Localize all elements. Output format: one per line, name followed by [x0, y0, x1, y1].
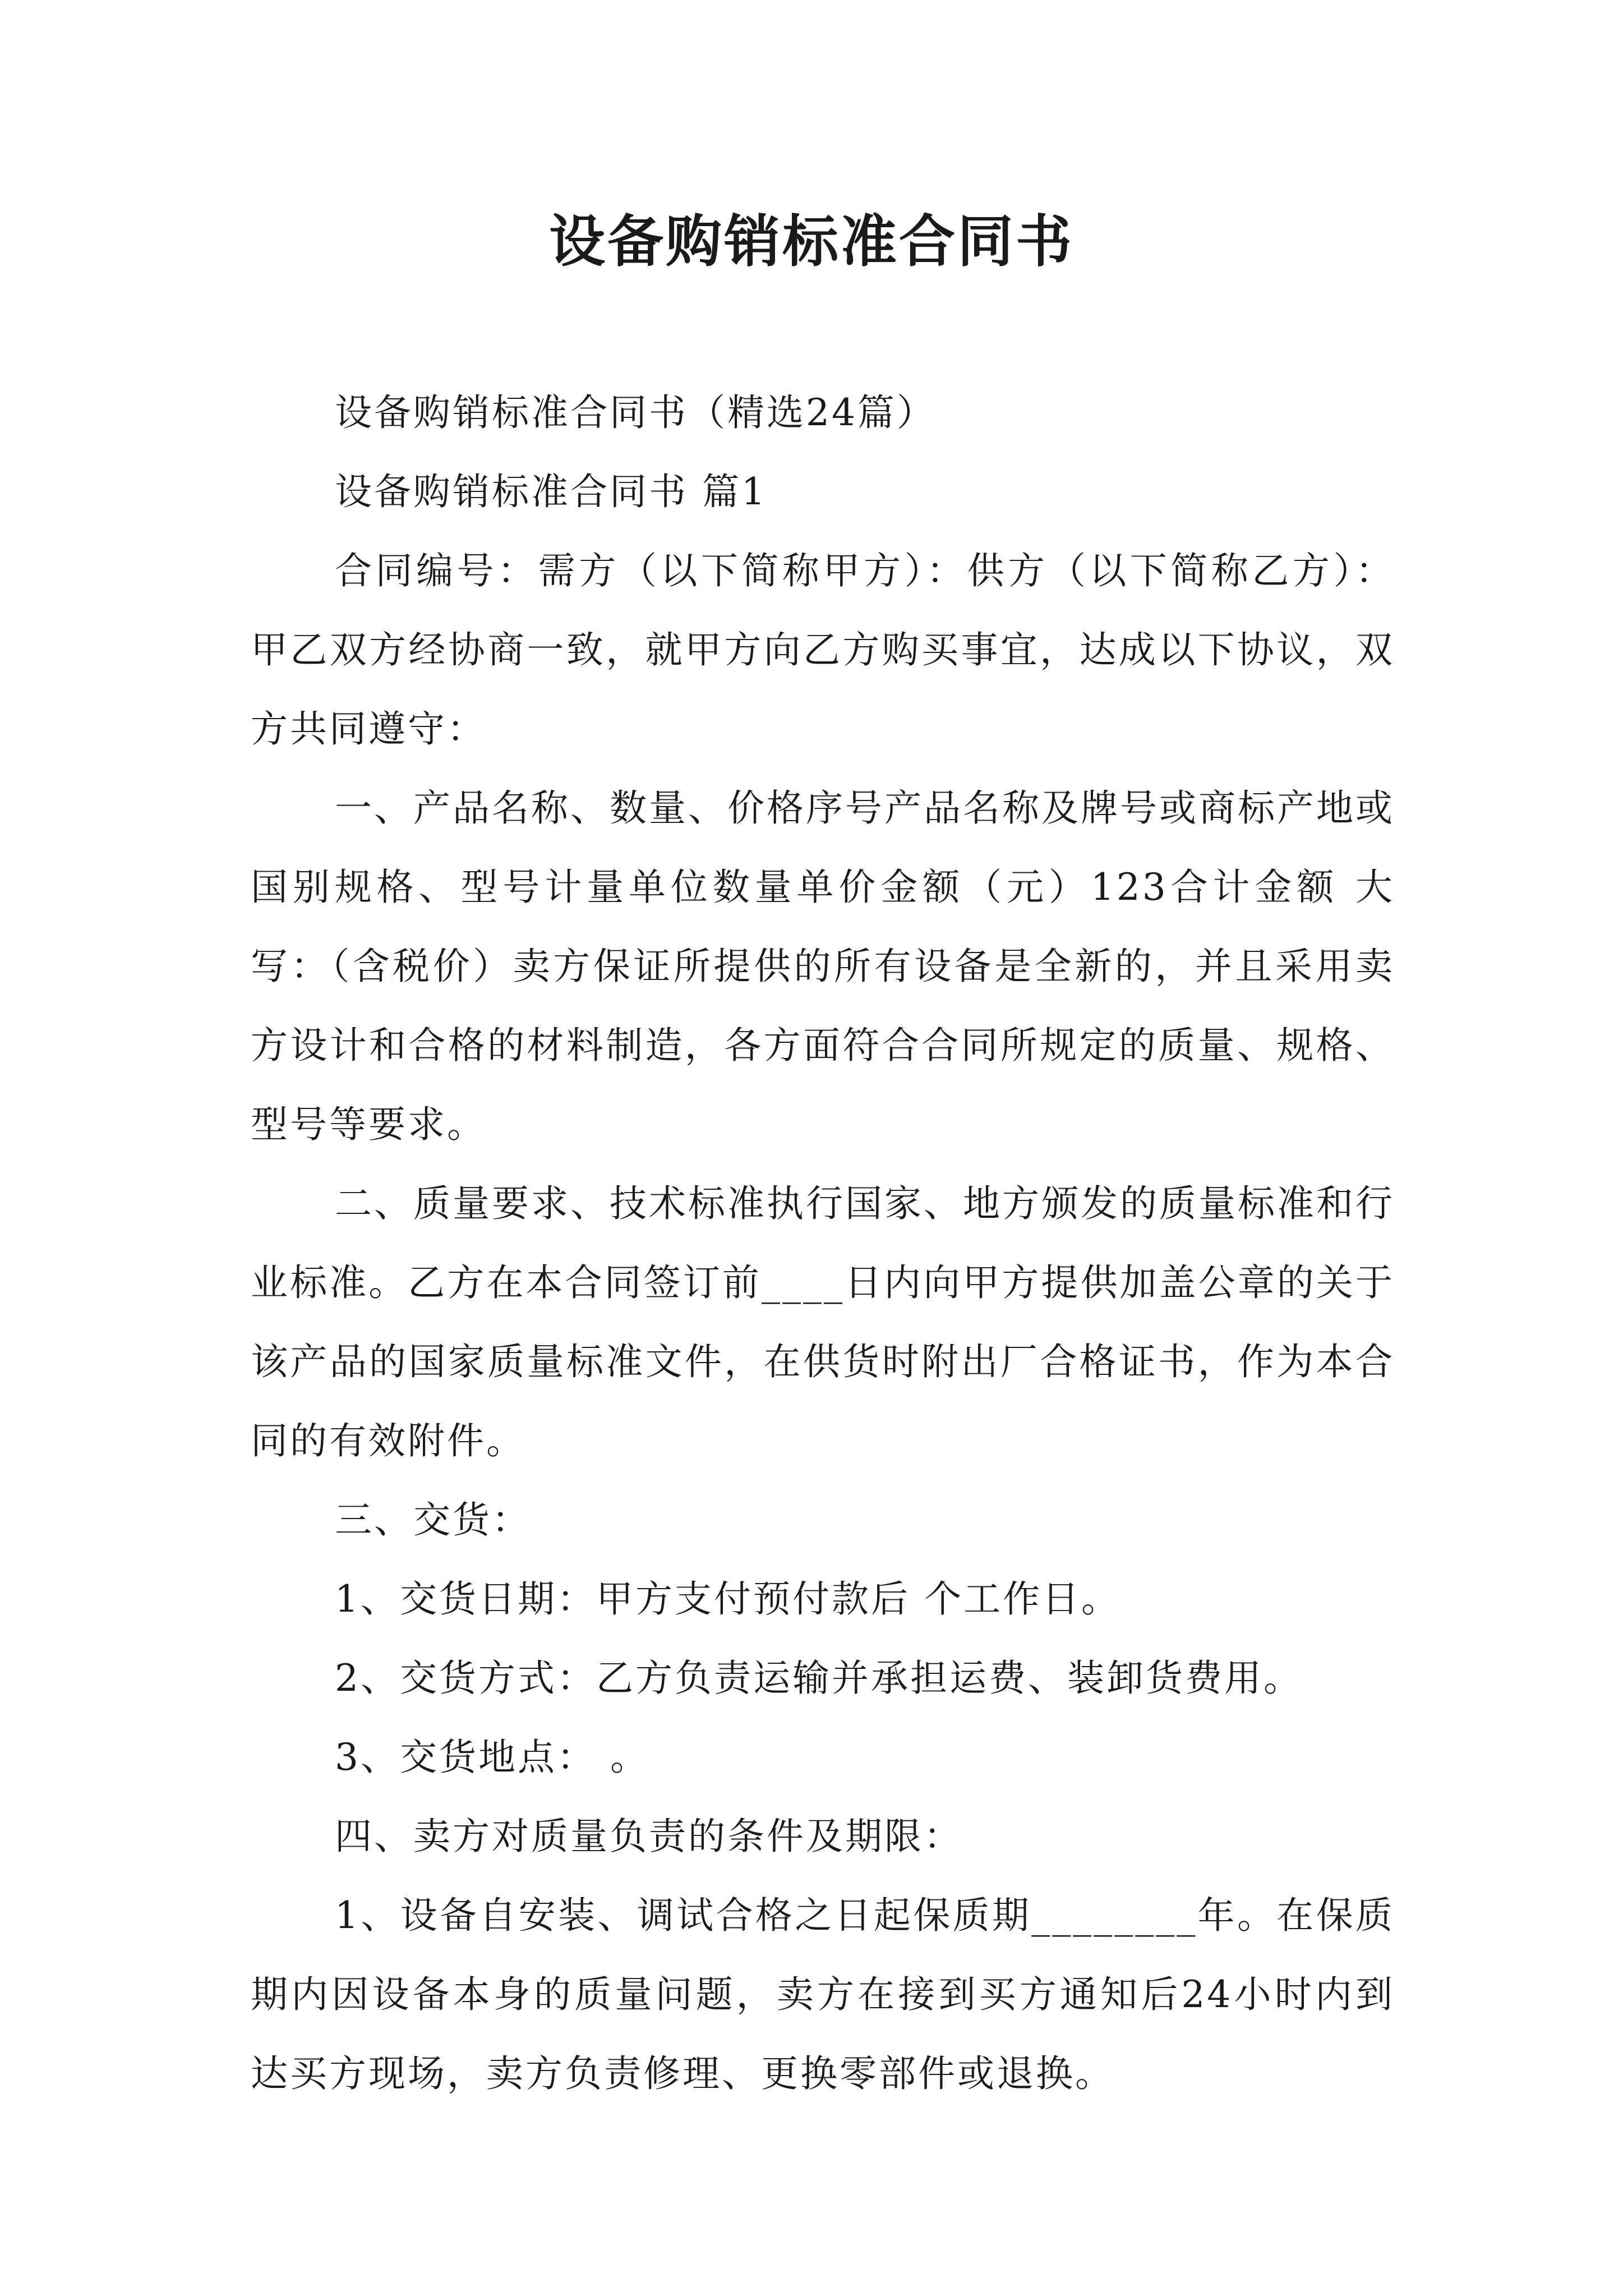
paragraph-clause-4: 四、卖方对质量负责的条件及期限： [335, 1815, 963, 1858]
paragraph-clause-3: 三、交货： [335, 1498, 531, 1542]
paragraph-delivery-method: 2、交货方式：乙方负责运输并承担运费、装卸货费用。 [335, 1657, 1303, 1700]
paragraph-clause-1: 一、产品名称、数量、价格序号产品名称及牌号或商标产地或国别规格、型号计量单位数量单价金额（元）123合计金额 大写：（含税价）卖方保证所提供的所有设备是全新的，并且采用卖方设计和合格的材料制造，各方面符合合同所规定的质量、规格、型号等要求。 [251, 786, 1395, 1146]
paragraph-subtitle: 设备购销标准合同书（精选24篇） [335, 391, 936, 434]
paragraph-clause-2: 二、质量要求、技术标准执行国家、地方颁发的质量标准和行业标准。乙方在本合同签订前____日内向甲方提供加盖公章的关于该产品的国家质量标准文件，在供货时附出厂合格证书，作为本合同的有效附件。 [251, 1182, 1395, 1462]
paragraph-preamble: 合同编号：需方（以下简称甲方）：供方（以下简称乙方）：甲乙双方经协商一致，就甲方向乙方购买事宜，达成以下协议，双方共同遵守： [251, 549, 1395, 751]
paragraph-warranty: 1、设备自安装、调试合格之日起保质期________年。在保质期内因设备本身的质量问题，卖方在接到买方通知后24小时内到达买方现场，卖方负责修理、更换零部件或退换。 [251, 1894, 1395, 2095]
document-body [251, 373, 1395, 2113]
paragraph-delivery-date: 1、交货日期：甲方支付预付款后 个工作日。 [335, 1577, 1121, 1621]
document-title: 设备购销标准合同书 [549, 208, 1074, 274]
paragraph-section-heading: 设备购销标准合同书 篇1 [335, 470, 767, 513]
paragraph-delivery-place: 3、交货地点： 。 [335, 1736, 649, 1779]
